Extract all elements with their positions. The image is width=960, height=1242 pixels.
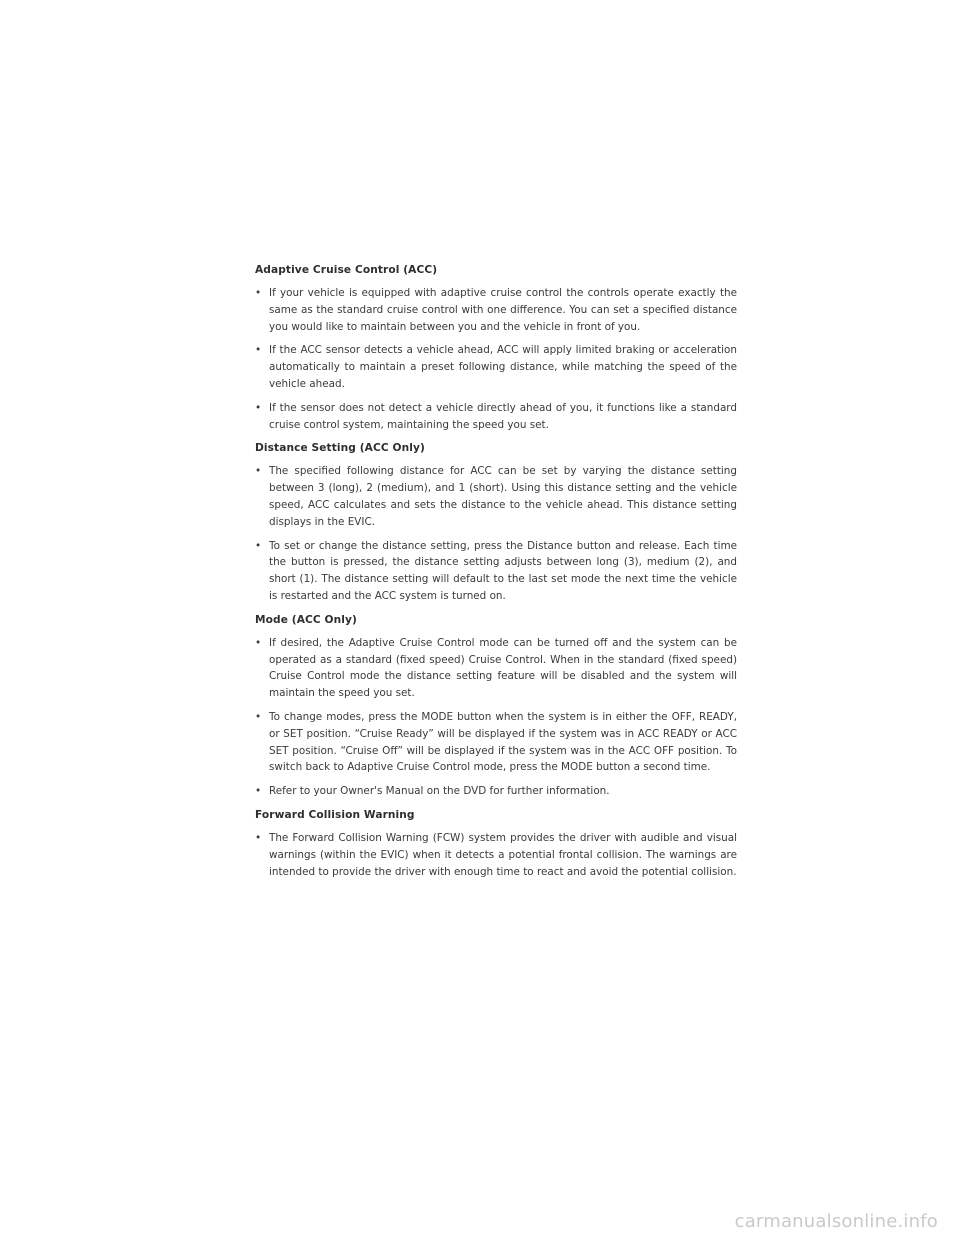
list-item — [255, 709, 737, 776]
list-item — [255, 783, 737, 800]
bullet-text: The Forward Collision Warning (FCW) system provides the driver with audible and visual warnings (within the EVIC) when it detects a potential frontal collision. The warnings are intended to provide the driver with enough time to react and avoid the potential collision. — [269, 831, 737, 878]
bullet-mark: • — [255, 831, 262, 844]
bullet-list — [255, 285, 737, 433]
section-distance-setting — [255, 440, 737, 604]
bullet-mark: • — [255, 287, 262, 299]
bullet-text: The specified following distance for ACC can be set by varying the distance setting between 3 (long), 2 (medium), and 1 (short). Using this distance setting and the vehicle speed, ACC calculates and sets the distance to the vehicle ahead. This distance setting displays in the EVIC. — [269, 465, 737, 528]
section-heading: Adaptive Cruise Control (ACC) — [255, 264, 438, 276]
section-heading: Distance Setting (ACC Only) — [255, 442, 425, 455]
bullet-text: If the sensor does not detect a vehicle directly ahead of you, it functions like a standard cruise control system, maintaining the speed you set. — [269, 401, 737, 431]
list-item — [255, 538, 737, 605]
bullet-mark: • — [255, 344, 262, 357]
section-forward-collision-warning — [255, 807, 737, 880]
section-acc — [255, 262, 737, 433]
section-heading: Forward Collision Warning — [255, 808, 415, 821]
bullet-mark: • — [255, 785, 262, 798]
bullet-list — [255, 830, 737, 880]
bullet-mark: • — [255, 636, 262, 649]
list-item — [255, 635, 737, 702]
bullet-text: If your vehicle is equipped with adaptive cruise control the controls operate exactly the same as the standard cruise control with one difference. You can set a specified distance you would like to maintain between you and the vehicle in front of you. — [269, 287, 737, 333]
section-heading: Mode (ACC Only) — [255, 613, 357, 626]
section-mode — [255, 612, 737, 800]
bullet-mark: • — [255, 539, 262, 552]
document-body — [255, 262, 737, 887]
bullet-text: Refer to your Owner's Manual on the DVD for further information. — [269, 785, 610, 798]
bullet-text: To change modes, press the MODE button when the system is in either the OFF, READY, or SET position. “Cruise Ready” will be displayed if the system was in ACC READY or ACC SET position. “Cruise Off” will be displayed if the system was in the ACC OFF position. To switch back to Adaptive Cruise Control mode, press the MODE button a second time. — [269, 710, 737, 774]
bullet-mark: • — [255, 710, 262, 723]
list-item — [255, 342, 737, 392]
bullet-list — [255, 635, 737, 800]
bullet-text: If desired, the Adaptive Cruise Control mode can be turned off and the system can be operated as a standard (fixed speed) Cruise Control. When in the standard (fixed speed) Cruise Control mode the distance setting feature will be disabled and the system will maintain the speed you set. — [269, 636, 737, 700]
bullet-mark: • — [255, 401, 262, 414]
list-item — [255, 285, 737, 335]
bullet-list — [255, 463, 737, 604]
bullet-text: To set or change the distance setting, press the Distance button and release. Each time the button is pressed, the distance setting adjusts between long (3), medium (2), and short (1). The distance setting will default to the last set mode the next time the vehicle is restarted and the ACC system is turned on. — [269, 539, 737, 602]
watermark: carmanualsonline.info — [734, 1211, 938, 1232]
list-item — [255, 400, 737, 434]
list-item — [255, 463, 737, 530]
bullet-text: If the ACC sensor detects a vehicle ahead, ACC will apply limited braking or acceleration automatically to maintain a preset following distance, while matching the speed of the vehicle ahead. — [269, 344, 737, 390]
list-item — [255, 830, 737, 880]
bullet-mark: • — [255, 465, 262, 478]
